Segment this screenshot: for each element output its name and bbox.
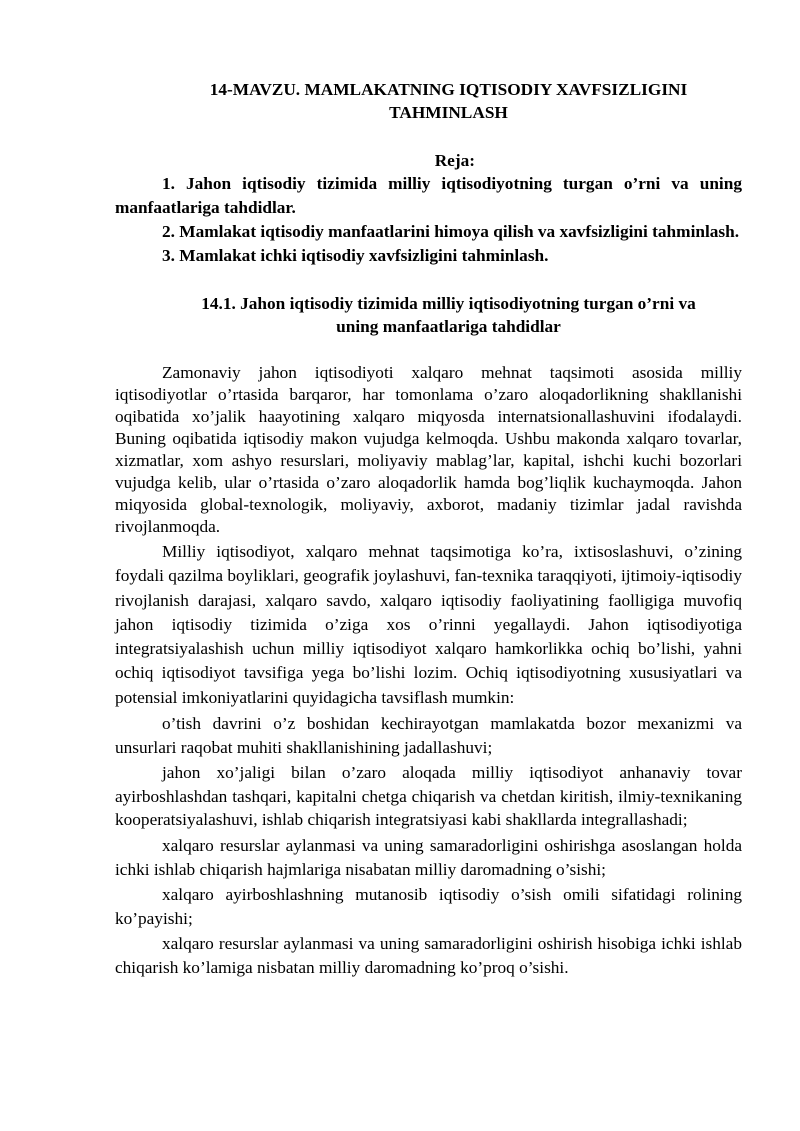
plan-heading: Reja: bbox=[434, 151, 475, 170]
section-heading bbox=[115, 292, 742, 338]
list-paragraph-5: xalqaro resurslar aylanmasi va uning samaradorligini oshirish hisobiga ichki ishlab chiqarish ko’lamiga nisbatan milliy daromadning ko’proq o’sishi. bbox=[115, 934, 742, 978]
plan-item-1: 1. Jahon iqtisodiy tizimida milliy iqtisodiyotning turgan o’rni va uning manfaatlariga tahdidlar. bbox=[115, 174, 742, 217]
list-paragraph-4: xalqaro ayirboshlashning mutanosib iqtisodiy o’sish omili sifatidagi rolining ko’payishi; bbox=[115, 885, 742, 928]
list-paragraph-2: jahon xo’jaligi bilan o’zaro aloqada milliy iqtisodiyot anhanaviy tovar ayirboshlashdan tashqari, kapitalni chetga chiqarish va chetdan kiritish, ilmiy-texnikaning kooperatsiyalashuvi, ishlab chiqarish integratsiyasi kabi shakllarda integrallashadi; bbox=[115, 763, 742, 830]
topic-title-line-1: 14-MAVZU. MAMLAKATNING IQTISODIY XAVFSIZLIGINI bbox=[209, 80, 688, 99]
topic-title-line-2: TAHMINLASH bbox=[389, 103, 508, 122]
plan-list bbox=[115, 172, 742, 268]
list-paragraph-1: o’tish davrini o’z boshidan kechirayotgan mamlakatda bozor mexanizmi va unsurlari raqobat muhiti shakllanishining jadallashuvi; bbox=[115, 714, 742, 757]
body-text bbox=[115, 362, 742, 980]
list-paragraph-3: xalqaro resurslar aylanmasi va uning samaradorligini oshirishga asoslangan holda ichki ishlab chiqarish hajmlariga nisabatan milliy daromadning o’sishi; bbox=[115, 836, 742, 879]
plan-item-2: 2. Mamlakat iqtisodiy manfaatlarini himoya qilish va xavfsizligini tahminlash. bbox=[162, 222, 740, 241]
paragraph-1: Zamonaviy jahon iqtisodiyoti xalqaro mehnat taqsimoti asosida milliy iqtisodiyotlar o’rtasida barqaror, har tomonlama o’zaro aloqadorlikning shakllanishi oqibatida xo’jalik haayotining xalqaro miqyosda internatsionallashuvini ifodalaydi. Buning oqibatida iqtisodiy makon vujudga kelmoqda. Ushbu makonda xalqaro tovarlar, xizmatlar, xom ashyo resurslari, moliyaviy mablag’lar, kapital, ishchi kuchi bozorlari vujudga kelib, ular o’rtasida o’zaro aloqadorlik hamda bog’liqlik kuchaymoqda. Jahon miqyosida global-texnologik, moliyaviy, axborot, madaniy tizimlar jadal ravishda rivojlanmoqda. bbox=[115, 363, 742, 536]
section-heading-line-1: 14.1. Jahon iqtisodiy tizimida milliy iqtisodiyotning turgan o’rni va bbox=[201, 294, 696, 313]
section-heading-line-2: uning manfaatlariga tahdidlar bbox=[336, 317, 561, 336]
topic-title bbox=[115, 78, 742, 124]
plan-item-3: 3. Mamlakat ichki iqtisodiy xavfsizligini tahminlash. bbox=[162, 246, 549, 265]
paragraph-2: Milliy iqtisodiyot, xalqaro mehnat taqsimotiga ko’ra, ixtisoslashuvi, o’zining foydali qazilma boyliklari, geografik joylashuvi, fan-texnika taraqqiyoti, ijtimoiy-iqtisodiy rivojlanish darajasi, xalqaro savdo, xalqaro iqtisodiy faoliyatining faolligiga muvofiq jahon iqtisodiy tizimida o’ziga xos o’rinni yegallaydi. Jahon iqtisodiyotiga integratsiyalashish uchun milliy iqtisodiyot xalqaro hamkorlikka ochiq bo’lishi, yahni ochiq iqtisodiyot tavsifiga yega bo’lishi lozim. Ochiq iqtisodiyotning xususiyatlari va potensial imkoniyatlarini quyidagicha tavsiflash mumkin: bbox=[115, 542, 742, 707]
